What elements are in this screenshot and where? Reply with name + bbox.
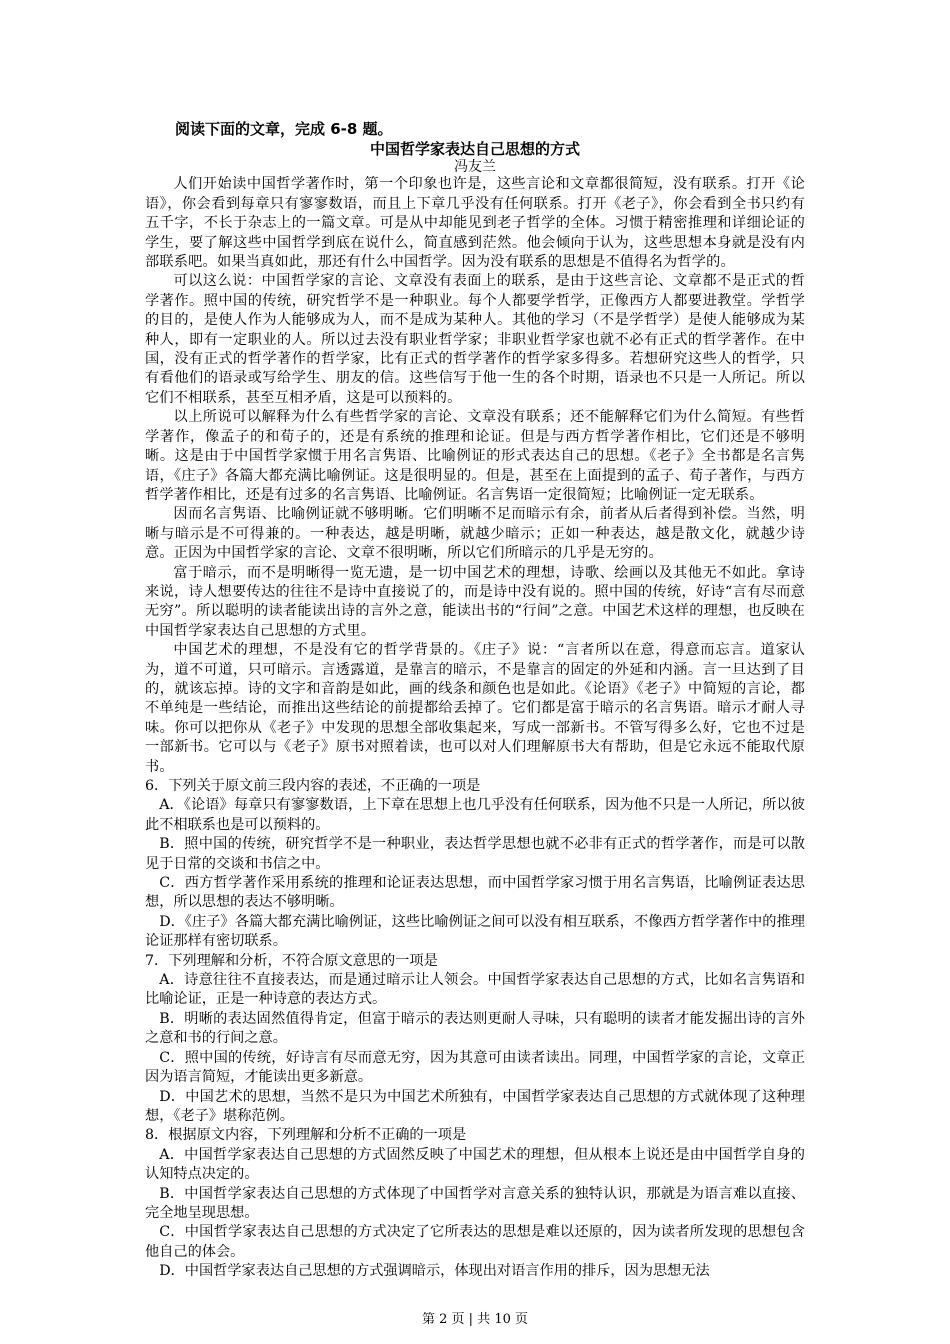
article-paragraph: 富于暗示，而不是明晰得一览无遗，是一切中国艺术的理想，诗歌、绘画以及其他无不如此。拿诗来说，诗人想要传达的往往不是诗中直接说了的，而是诗中没有说的。照中国的传统，好诗“言有尽而意无穷”。所以聪明的读者能读出诗的言外之意，能读出书的“行间”之意。中国艺术这样的理想，也反映在中国哲学家表达自己思想的方式里。: [145, 564, 805, 639]
question-option-d: D．中国艺术的思想，当然不是只为中国艺术所独有，中国哲学家表达自己思想的方式就体现了这种理想，《老子》堪称范例。: [145, 1088, 805, 1124]
question-option-a: A．诗意往往不直接表达，而是通过暗示让人领会。中国哲学家表达自己思想的方式，比如名言隽语和比喻论证，正是一种诗意的表达方式。: [145, 972, 805, 1008]
footer-middle: 页 | 共: [451, 1312, 491, 1327]
question-7: [145, 952, 805, 1127]
question-option-c: C．中国哲学家表达自己思想的方式决定了它所表达的思想是难以还原的，因为读者所发现的思想包含他自己的体会。: [145, 1224, 805, 1260]
question-option-b: B．中国哲学家表达自己思想的方式体现了中国哲学对言意关系的独特认识，那就是为语言难以直接、完全地呈现思想。: [145, 1185, 805, 1221]
question-option-b: B．明晰的表达固然值得肯定，但富于暗示的表达则更耐人寻味，只有聪明的读者才能发掘出诗的言外之意和书的行间之意。: [145, 1010, 805, 1047]
reading-instruction: 阅读下面的文章，完成 6-8 题。: [175, 120, 393, 138]
question-stem: 7．下列理解和分析，不符合原文意思的一项是: [145, 952, 438, 969]
question-8: [145, 1126, 805, 1281]
footer-total-pages: 10: [494, 1312, 511, 1327]
question-option-c: C．照中国的传统，好诗言有尽而意无穷，因为其意可由读者读出。同理，中国哲学家的言论，文章正因为语言简短，才能读出更多新意。: [145, 1049, 805, 1086]
question-option-a: A．中国哲学家表达自己思想的方式固然反映了中国艺术的理想，但从根本上说还是由中国哲学自身的认知特点决定的。: [145, 1146, 805, 1183]
article-paragraph: 因而名言隽语、比喻例证就不够明晰。它们明晰不足而暗示有余，前者从后者得到补偿。当然，明晰与暗示是不可得兼的。一种表达，越是明晰，就越少暗示；正如一种表达，越是散文化，就越少诗意。正因为中国哲学家的言论、文章不很明晰，所以它们所暗示的几乎是无穷的。: [145, 506, 805, 562]
question-option-a: A．《论语》每章只有寥寥数语，上下章在思想上也几乎没有任何联系，因为他不只是一人所记，所以彼此不相联系也是可以预料的。: [145, 797, 805, 833]
question-option-d: D．中国哲学家表达自己思想的方式强调暗示，体现出对语言作用的排斥，因为思想无法: [159, 1263, 710, 1280]
page-content: [145, 120, 805, 1282]
question-option-c: C．西方哲学著作采用系统的推理和论证表达思想，而中国哲学家习惯于用名言隽语，比喻例证表达思想，所以思想的表达不够明晰。: [145, 875, 805, 911]
question-stem: 6．下列关于原文前三段内容的表述，不正确的一项是: [145, 778, 481, 794]
article-paragraph: 可以这么说：中国哲学家的言论、文章没有表面上的联系，是由于这些言论、文章都不是正式的哲学著作。照中国的传统，研究哲学不是一种职业。每个人都要学哲学，正像西方人都要进教堂。学哲学的目的，是使人作为人能够成为人，而不是成为某种人。其他的学习（不是学哲学）是使人能够成为某种人，即有一定职业的人。所以过去没有职业哲学家；非职业哲学家也就不必有正式的哲学著作。在中国，没有正式的哲学著作的哲学家，比有正式的哲学著作的哲学家多得多。若想研究这些人的哲学，只有看他们的语录或写给学生、朋友的信。这些信写于他一生的各个时期，语录也不只是一人所记。所以它们不相联系，甚至互相矛盾，这是可以预料的。: [145, 273, 805, 406]
article-paragraph: 中国艺术的理想，不是没有它的哲学背景的。《庄子》说：“言者所以在意，得意而忘言。道家认为，道不可道，只可暗示。言透露道，是靠言的暗示，不是靠言的固定的外延和内涵。言一旦达到了目的，就该忘掉。诗的文字和音韵是如此，画的线条和颜色也是如此。《论语》《老子》中简短的言论，都不单纯是一些结论，而推出这些结论的前提都给丢掉了。它们都是富于暗示的名言隽语。暗示才耐人寻味。你可以把你从《老子》中发现的思想全部收集起来，写成一部新书。不管写得多么好，它也不过是一部新书。它可以与《老子》原书对照着读，也可以对人们理解原书大有帮助，但是它永远不能取代原书。: [145, 642, 805, 775]
article-title: 中国哲学家表达自己思想的方式: [369, 140, 580, 159]
question-option-d: D．《庄子》各篇大都充满比喻例证，这些比喻例证之间可以没有相互联系，不像西方哲学著作中的推理论证那样有密切联系。: [145, 913, 805, 950]
question-stem: 8．根据原文内容，下列理解和分析不正确的一项是: [145, 1127, 467, 1144]
page-footer: [0, 1308, 950, 1327]
article-paragraph: 以上所说可以解释为什么有些哲学家的言论、文章没有联系；还不能解释它们为什么简短。有些哲学著作，像孟子的和荀子的，还是有系统的推理和论证。但是与西方哲学著作相比，它们还是不够明晰。这是由于中国哲学家惯于用名言隽语、比喻例证的形式表达自己的思想。《老子》全书都是名言隽语，《庄子》各篇大都充满比喻例证。这是很明显的。但是，甚至在上面提到的孟子、荀子著作，与西方哲学著作相比，还是有过多的名言隽语、比喻例证。名言隽语一定很简短；比喻例证一定无联系。: [145, 409, 805, 503]
question-6: [145, 777, 805, 952]
footer-suffix: 页: [515, 1312, 529, 1327]
article-author: 冯友兰: [454, 159, 496, 176]
footer-page-number: 2: [439, 1312, 448, 1327]
article-paragraph: 人们开始读中国哲学著作时，第一个印象也许是，这些言论和文章都很简短，没有联系。打开《论语》，你会看到每章只有寥寥数语，而且上下章几乎没有任何联系。打开《老子》，你会看到全书只约有五千字，不长于杂志上的一篇文章。可是从中却能见到老子哲学的全体。习惯于精密推理和详细论证的学生，要了解这些中国哲学到底在说什么，简直感到茫然。他会倾向于认为，这些思想本身就是没有内部联系吧。如果当真如此，那还有什么中国哲学。因为没有联系的思想是不值得名为哲学的。: [145, 176, 805, 271]
question-option-b: B．照中国的传统，研究哲学不是一种职业，表达哲学思想也就不必非有正式的哲学著作，而是可以散见于日常的交谈和书信之中。: [145, 836, 805, 872]
footer-prefix: 第: [421, 1312, 435, 1327]
